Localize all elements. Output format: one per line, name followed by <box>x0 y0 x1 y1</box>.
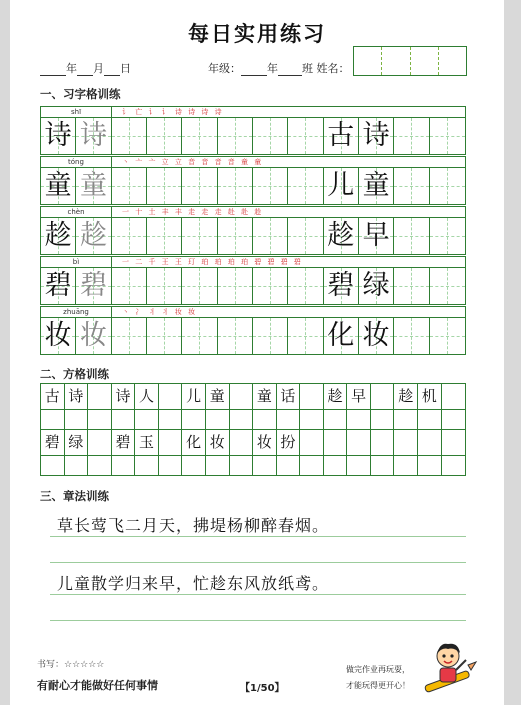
practice-character: 诗 <box>79 120 107 151</box>
stroke-order: 一 二 千 王 王 玎 珀 珀 珀 珀 碧 碧 碧 碧 <box>122 258 303 266</box>
grid-cell[interactable] <box>41 410 65 429</box>
practice-row <box>40 206 466 256</box>
page-title: 每日实用练习 <box>188 22 326 46</box>
writing-cell[interactable] <box>41 168 76 204</box>
writing-cell[interactable] <box>288 118 323 154</box>
grid-cell[interactable] <box>112 410 136 429</box>
grid-cell[interactable] <box>442 430 466 455</box>
writing-cell[interactable] <box>182 168 217 204</box>
grid-cell[interactable] <box>371 430 395 455</box>
writing-cell[interactable] <box>76 118 111 154</box>
grid-cell[interactable] <box>418 410 442 429</box>
writing-cell[interactable] <box>218 118 253 154</box>
writing-cell[interactable] <box>41 218 76 254</box>
grid-cell[interactable] <box>371 410 395 429</box>
practice-character: 儿 <box>327 170 355 201</box>
pinyin-strip <box>40 306 466 317</box>
grid-cell[interactable] <box>300 384 324 409</box>
grid-cell[interactable]: 趁 <box>324 384 348 409</box>
writing-cell[interactable] <box>112 218 147 254</box>
grid-cell[interactable] <box>182 410 206 429</box>
section-3-title: 三、章法训练 <box>40 489 109 503</box>
pinyin-label: bì <box>41 257 112 267</box>
practice-character: 妆 <box>44 320 72 351</box>
grid-cell[interactable] <box>418 430 442 455</box>
grid-cell[interactable] <box>159 456 183 475</box>
writing-cell[interactable] <box>147 268 182 304</box>
grid-cell[interactable] <box>442 384 466 409</box>
grid-cell[interactable] <box>65 410 89 429</box>
grid-cell[interactable] <box>88 410 112 429</box>
practice-character: 化 <box>327 320 355 351</box>
practice-character: 早 <box>362 220 390 251</box>
writing-cell[interactable] <box>359 168 394 204</box>
class-name-field[interactable]: 年级： 年 班 姓名： <box>208 62 350 75</box>
grid-cell[interactable]: 童 <box>253 384 277 409</box>
pinyin-label: tóng <box>41 157 112 167</box>
grid-cell[interactable] <box>300 410 324 429</box>
practice-character: 妆 <box>79 320 107 351</box>
practice-cells <box>40 267 466 305</box>
writing-cell[interactable] <box>182 218 217 254</box>
cartoon-boy-icon <box>420 638 478 696</box>
writing-cell[interactable] <box>394 318 429 354</box>
writing-cell[interactable] <box>288 268 323 304</box>
writing-cell[interactable] <box>253 118 288 154</box>
practice-character: 妆 <box>362 320 390 351</box>
writing-cell[interactable] <box>394 218 429 254</box>
grid-cell[interactable] <box>324 410 348 429</box>
writing-cell[interactable] <box>112 268 147 304</box>
grid-cell[interactable] <box>394 456 418 475</box>
grid-cell[interactable] <box>442 456 466 475</box>
writing-cell[interactable] <box>288 318 323 354</box>
practice-character: 碧 <box>44 270 72 301</box>
writing-cell[interactable] <box>76 218 111 254</box>
grid-cell[interactable] <box>182 456 206 475</box>
grid-cell[interactable]: 碧 <box>41 430 65 455</box>
grid-cell[interactable] <box>300 456 324 475</box>
grid-cell[interactable]: 儿 <box>182 384 206 409</box>
grid-cell[interactable]: 人 <box>135 384 159 409</box>
writing-cell[interactable] <box>253 268 288 304</box>
slogan-line-2: 才能玩得更开心！ <box>346 681 410 690</box>
writing-cell[interactable] <box>324 168 359 204</box>
writing-cell[interactable] <box>147 218 182 254</box>
grid-cell[interactable] <box>324 430 348 455</box>
practice-character: 绿 <box>362 270 390 301</box>
grid-cell[interactable] <box>41 456 65 475</box>
practice-character: 古 <box>327 120 355 151</box>
grid-cell[interactable]: 早 <box>347 384 371 409</box>
writing-cell[interactable] <box>324 268 359 304</box>
writing-cell[interactable] <box>324 118 359 154</box>
grid-cell[interactable] <box>230 410 254 429</box>
practice-character: 童 <box>44 170 72 201</box>
writing-cell[interactable] <box>218 318 253 354</box>
practice-row <box>40 106 466 156</box>
writing-cell[interactable] <box>76 268 111 304</box>
pinyin-strip <box>40 106 466 117</box>
grid-cell[interactable] <box>347 410 371 429</box>
writing-line <box>50 562 466 563</box>
grid-cell[interactable] <box>394 410 418 429</box>
writing-cell[interactable] <box>359 118 394 154</box>
pinyin-strip <box>40 156 466 167</box>
writing-cell[interactable] <box>430 318 465 354</box>
writing-cell[interactable] <box>253 218 288 254</box>
grid-cell[interactable] <box>135 410 159 429</box>
writing-cell[interactable] <box>112 318 147 354</box>
practice-character: 童 <box>362 170 390 201</box>
pinyin-label: zhuāng <box>41 307 112 317</box>
word-grid-blank-row <box>41 456 465 475</box>
writing-cell[interactable] <box>41 318 76 354</box>
writing-cell[interactable] <box>182 118 217 154</box>
grid-cell[interactable] <box>277 456 301 475</box>
writing-cell[interactable] <box>218 168 253 204</box>
section-2-title: 二、方格训练 <box>40 367 109 381</box>
writing-cell[interactable] <box>182 268 217 304</box>
grid-cell[interactable] <box>206 410 230 429</box>
stroke-order: 讠 亡 讠 讠 诗 诗 诗 诗 <box>122 108 224 116</box>
sentence-1: 草长莺飞二月天，拂堤杨柳醉春烟。 <box>57 516 330 535</box>
writing-cell[interactable] <box>253 318 288 354</box>
date-field[interactable]: 年 月 日 <box>40 60 131 76</box>
grid-cell[interactable] <box>418 456 442 475</box>
writing-cell[interactable] <box>430 268 465 304</box>
grid-cell[interactable] <box>230 430 254 455</box>
grid-cell[interactable]: 古 <box>41 384 65 409</box>
grid-cell[interactable] <box>253 410 277 429</box>
name-boxes[interactable] <box>353 46 467 76</box>
writing-cell[interactable] <box>430 168 465 204</box>
writing-cell[interactable] <box>218 218 253 254</box>
character-practice-grid <box>40 106 466 356</box>
word-grid <box>40 383 466 476</box>
writing-cell[interactable] <box>288 168 323 204</box>
grid-cell[interactable] <box>88 430 112 455</box>
writing-line <box>50 620 466 621</box>
writing-cell[interactable] <box>76 168 111 204</box>
practice-character: 趁 <box>327 220 355 251</box>
stroke-order: 丶 冫 丬 丬 妆 妆 <box>122 308 198 316</box>
practice-row <box>40 306 466 356</box>
grid-cell[interactable] <box>442 410 466 429</box>
practice-character: 童 <box>79 170 107 201</box>
practice-character: 趁 <box>79 220 107 251</box>
writing-cell[interactable] <box>430 118 465 154</box>
grid-cell[interactable] <box>88 384 112 409</box>
practice-character: 碧 <box>79 270 107 301</box>
grid-cell[interactable] <box>371 384 395 409</box>
grid-cell[interactable] <box>347 456 371 475</box>
word-grid-row <box>41 384 465 410</box>
practice-cells <box>40 117 466 155</box>
writing-cell[interactable] <box>253 168 288 204</box>
stroke-order: 丶 亠 亠 立 立 音 音 音 音 童 童 <box>122 158 264 166</box>
grid-cell[interactable]: 诗 <box>112 384 136 409</box>
rating-stars: 书写：☆☆☆☆☆ <box>37 660 105 670</box>
grid-cell[interactable]: 童 <box>206 384 230 409</box>
writing-cell[interactable] <box>324 318 359 354</box>
writing-cell[interactable] <box>147 118 182 154</box>
writing-cell[interactable] <box>394 168 429 204</box>
writing-line <box>50 594 466 595</box>
stroke-order: 一 十 土 丰 丰 走 走 走 赴 赴 趁 <box>122 208 264 216</box>
pinyin-strip <box>40 206 466 217</box>
grid-cell[interactable] <box>371 456 395 475</box>
writing-cell[interactable] <box>182 318 217 354</box>
writing-cell[interactable] <box>324 218 359 254</box>
writing-cell[interactable] <box>430 218 465 254</box>
practice-character: 诗 <box>44 120 72 151</box>
page-number: 【1/50】 <box>240 683 285 694</box>
grid-cell[interactable] <box>300 430 324 455</box>
practice-character: 碧 <box>327 270 355 301</box>
sentence-2: 儿童散学归来早，忙趁东风放纸鸢。 <box>57 574 330 593</box>
writing-line <box>50 536 466 537</box>
grid-cell[interactable] <box>253 456 277 475</box>
writing-cell[interactable] <box>359 268 394 304</box>
practice-row <box>40 156 466 206</box>
grid-cell[interactable] <box>112 456 136 475</box>
pinyin-label: shī <box>41 107 112 117</box>
writing-cell[interactable] <box>394 268 429 304</box>
writing-cell[interactable] <box>394 118 429 154</box>
pinyin-label: chèn <box>41 207 112 217</box>
grid-cell[interactable] <box>277 410 301 429</box>
writing-cell[interactable] <box>76 318 111 354</box>
grid-cell[interactable]: 话 <box>277 384 301 409</box>
grid-cell[interactable]: 玉 <box>135 430 159 455</box>
writing-cell[interactable] <box>112 118 147 154</box>
writing-cell[interactable] <box>359 218 394 254</box>
grid-cell[interactable]: 趁 <box>394 384 418 409</box>
grid-cell[interactable] <box>324 456 348 475</box>
writing-cell[interactable] <box>288 218 323 254</box>
word-grid-row <box>41 430 465 456</box>
grid-cell[interactable]: 绿 <box>65 430 89 455</box>
grid-cell[interactable]: 诗 <box>65 384 89 409</box>
grid-cell[interactable]: 扮 <box>277 430 301 455</box>
writing-cell[interactable] <box>112 168 147 204</box>
grid-cell[interactable]: 机 <box>418 384 442 409</box>
word-grid-blank-row <box>41 410 465 430</box>
practice-row <box>40 256 466 306</box>
grid-cell[interactable] <box>65 456 89 475</box>
grid-cell[interactable]: 妆 <box>253 430 277 455</box>
writing-cell[interactable] <box>359 318 394 354</box>
writing-cell[interactable] <box>41 118 76 154</box>
worksheet-page <box>10 0 504 705</box>
practice-character: 趁 <box>44 220 72 251</box>
pinyin-strip <box>40 256 466 267</box>
grid-cell[interactable] <box>206 456 230 475</box>
practice-cells <box>40 167 466 205</box>
grid-cell[interactable]: 化 <box>182 430 206 455</box>
practice-cells <box>40 317 466 355</box>
grid-cell[interactable] <box>394 430 418 455</box>
practice-character: 诗 <box>362 120 390 151</box>
grid-cell[interactable] <box>230 384 254 409</box>
grid-cell[interactable] <box>347 430 371 455</box>
slogan-line-1: 做完作业再玩耍， <box>346 665 410 674</box>
grid-cell[interactable] <box>135 456 159 475</box>
grid-cell[interactable] <box>88 456 112 475</box>
grid-cell[interactable]: 妆 <box>206 430 230 455</box>
grid-cell[interactable] <box>159 384 183 409</box>
writing-cell[interactable] <box>218 268 253 304</box>
grid-cell[interactable] <box>159 430 183 455</box>
grid-cell[interactable]: 碧 <box>112 430 136 455</box>
section-1-title: 一、习字格训练 <box>40 87 121 101</box>
practice-cells <box>40 217 466 255</box>
writing-cell[interactable] <box>41 268 76 304</box>
grid-cell[interactable] <box>230 456 254 475</box>
motto: 有耐心才能做好任何事情 <box>37 679 158 692</box>
grid-cell[interactable] <box>159 410 183 429</box>
writing-cell[interactable] <box>147 318 182 354</box>
writing-cell[interactable] <box>147 168 182 204</box>
